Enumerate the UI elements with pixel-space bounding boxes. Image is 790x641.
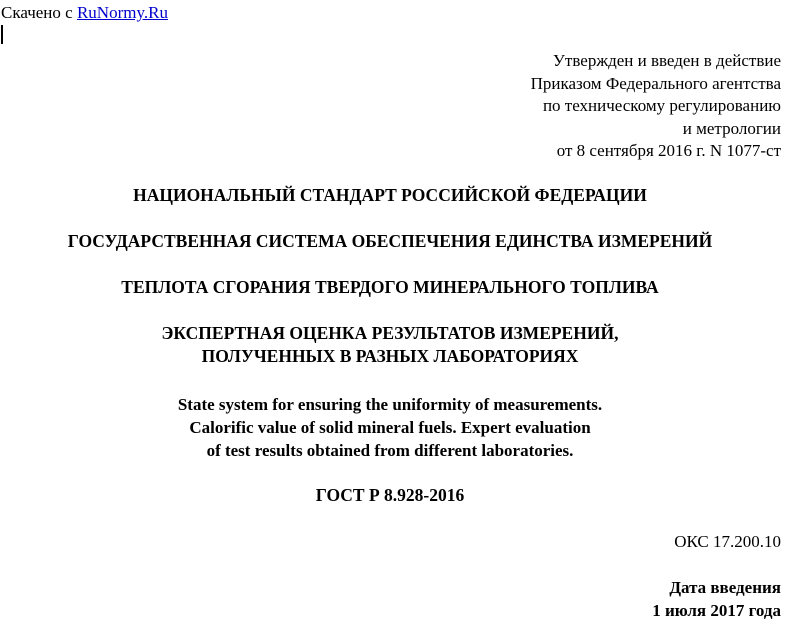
state-system-heading: ГОСУДАРСТВЕННАЯ СИСТЕМА ОБЕСПЕЧЕНИЯ ЕДИНСТВА ИЗМЕРЕНИЙ [67,231,713,251]
approval-line: Приказом Федерального агентства [530,73,781,93]
source-line [1,3,168,23]
introduction-date-block [652,577,781,622]
english-title-line: Calorific value of solid mineral fuels. Expert evaluation [189,418,591,437]
expert-evaluation-heading [0,322,780,368]
national-standard-heading: НАЦИОНАЛЬНЫЙ СТАНДАРТ РОССИЙСКОЙ ФЕДЕРАЦИИ [133,185,647,205]
text-cursor [1,25,3,44]
approval-block [531,50,781,163]
english-title [0,393,780,462]
approval-line: Утвержден и введен в действие [552,51,781,70]
english-title-line: of test results obtained from different laboratories. [206,441,574,460]
introduction-date: 1 июля 2017 года [652,600,781,620]
approval-line: от 8 сентября 2016 г. N 1077-ст [556,141,781,160]
approval-line: и метрологии [682,118,781,138]
expert-heading-line: ПОЛУЧЕННЫХ В РАЗНЫХ ЛАБОРАТОРИЯХ [201,346,579,366]
heat-value-heading: ТЕПЛОТА СГОРАНИЯ ТВЕРДОГО МИНЕРАЛЬНОГО ТОПЛИВА [121,277,659,297]
gost-number: ГОСТ Р 8.928-2016 [315,485,465,505]
approval-line: по техническому регулированию [542,96,781,115]
english-title-line: State system for ensuring the uniformity of measurements. [177,395,603,414]
downloaded-from-text: Скачено с [1,3,73,22]
introduction-label: Дата введения [669,578,781,597]
expert-heading-line: ЭКСПЕРТНАЯ ОЦЕНКА РЕЗУЛЬТАТОВ ИЗМЕРЕНИЙ, [161,323,619,343]
oks-code: ОКС 17.200.10 [674,532,781,551]
runormy-link[interactable]: RuNormy.Ru [76,3,168,22]
